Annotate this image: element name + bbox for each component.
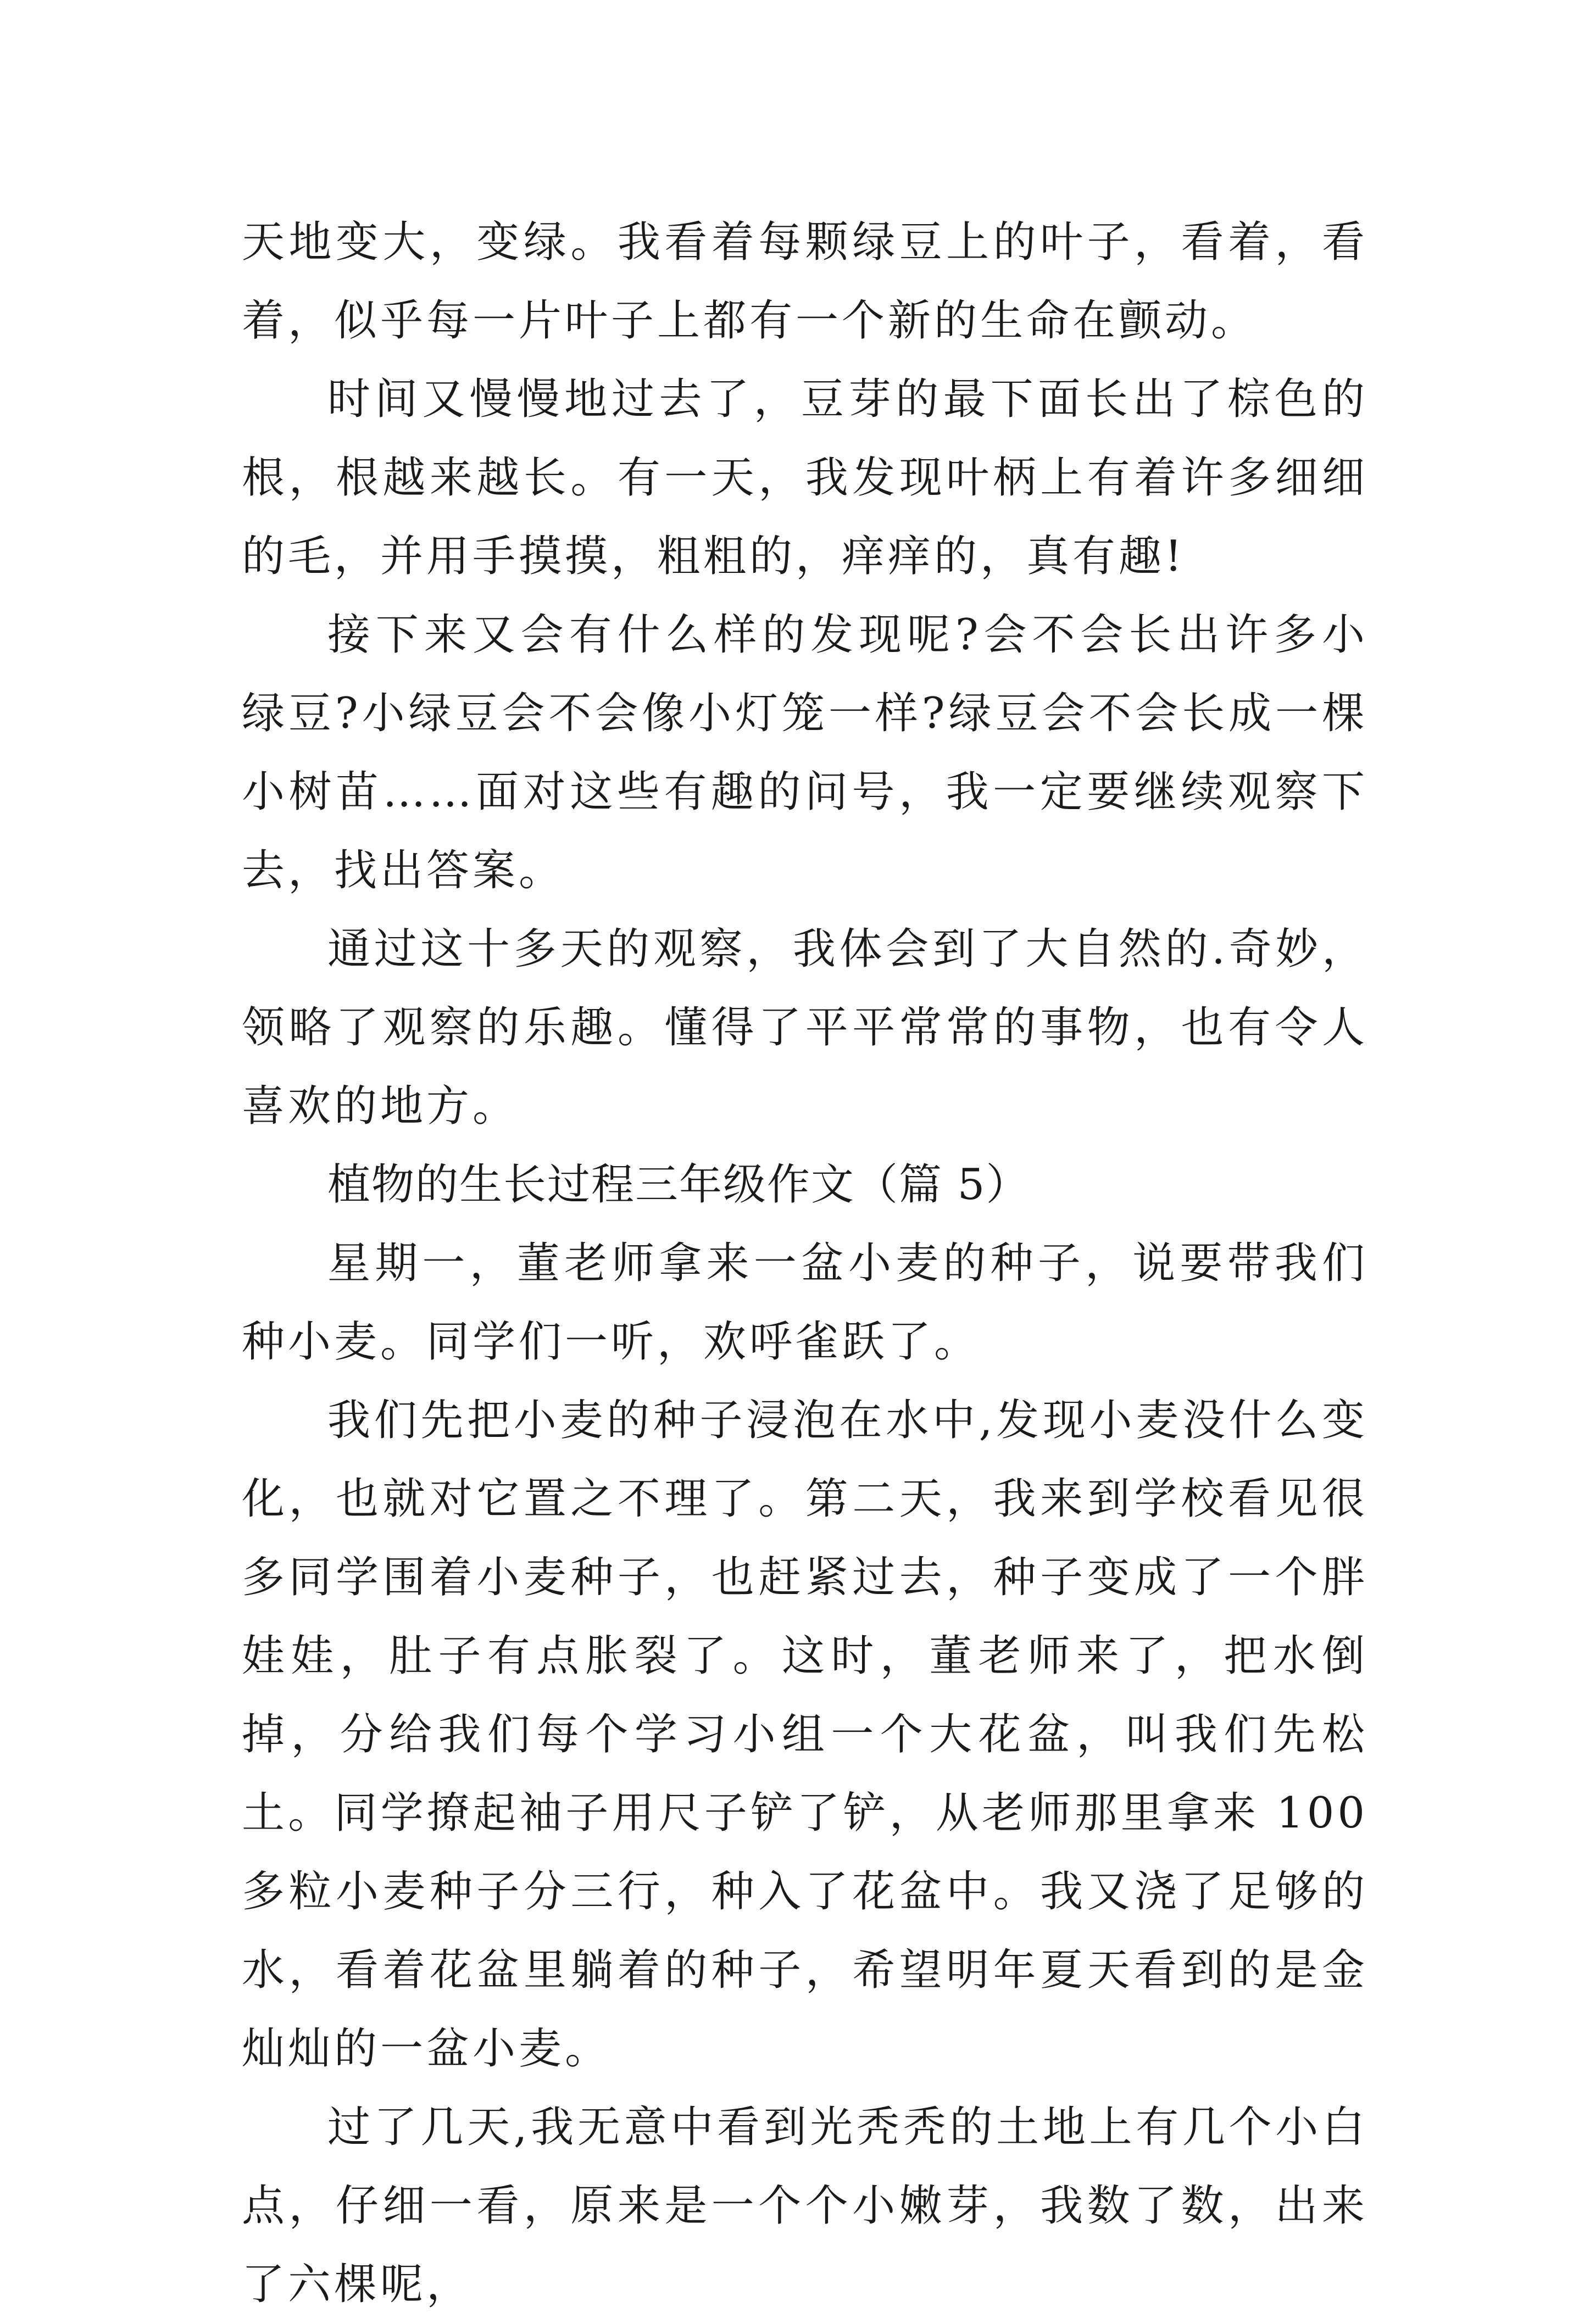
paragraph-6: 我们先把小麦的种子浸泡在水中,发现小麦没什么变化，也就对它置之不理了。第二天，我来到学校看见很多同学围着小麦种子，也赶紧过去，种子变成了一个胖娃娃，肚子有点胀裂了。这时，董老师来了，把水倒掉，分给我们每个学习小组一个大花盆，叫我们先松土。同学撩起袖子用尺子铲了铲，从老师那里拿来 100 多粒小麦种子分三行，种入了花盆中。我又浇了足够的水，看着花盆里躺着的种子，希望明年夏天看到的是金灿灿的一盆小麦。 [242,1396,1368,2074]
paragraph-4: 通过这十多天的观察，我体会到了大自然的.奇妙，领略了观察的乐趣。懂得了平平常常的事物，也有令人喜欢的地方。 [242,924,1368,1131]
paragraph-7: 过了几天,我无意中看到光秃秃的土地上有几个小白点，仔细一看，原来是一个个小嫩芽，我数了数，出来了六棵呢， [242,2103,1368,2309]
paragraph-5: 星期一，董老师拿来一盆小麦的种子，说要带我们种小麦。同学们一听，欢呼雀跃了。 [242,1239,1368,1367]
paragraph-1: 天地变大，变绿。我看着每颗绿豆上的叶子，看着，看着，似乎每一片叶子上都有一个新的生命在颤动。 [242,218,1368,345]
document-page [242,203,1368,2324]
paragraph-2: 时间又慢慢地过去了，豆芽的最下面长出了棕色的根，根越来越长。有一天，我发现叶柄上有着许多细细的毛，并用手摸摸，粗粗的，痒痒的，真有趣! [242,375,1368,581]
section-heading: 植物的生长过程三年级作文（篇 5） [327,1160,1030,1210]
paragraph-3: 接下来又会有什么样的发现呢?会不会长出许多小绿豆?小绿豆会不会像小灯笼一样?绿豆会不会长成一棵小树苗……面对这些有趣的问号，我一定要继续观察下去，找出答案。 [242,610,1368,895]
